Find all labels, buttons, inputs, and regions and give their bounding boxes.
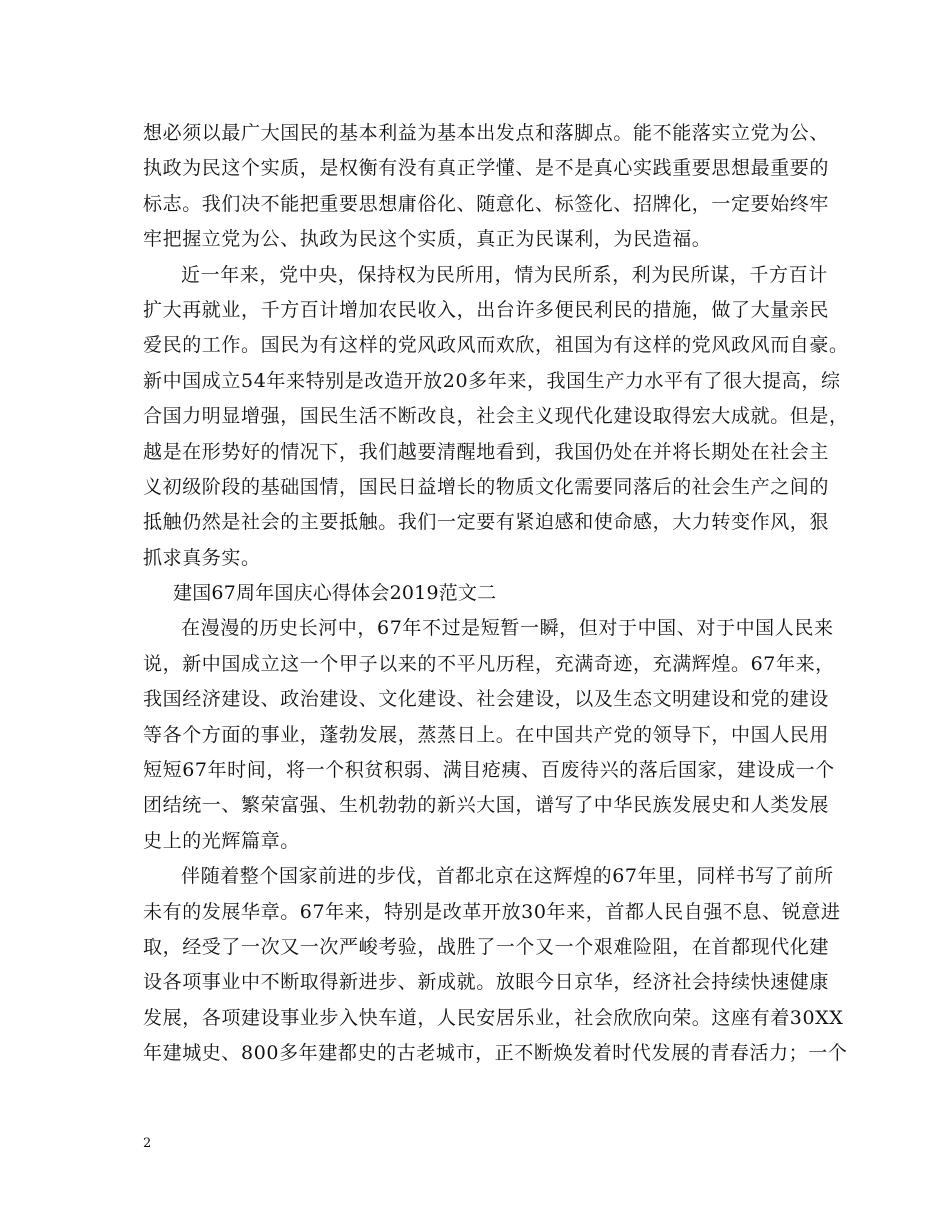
- text-line: 执政为民这个实质，是权衡有没有真正学懂、是不是真心实践重要思想最重要的: [143, 157, 830, 180]
- text-line: 年建城史、800多年建都史的古老城市，正不断焕发着时代发展的青春活力；一个: [143, 1042, 848, 1065]
- text-line: 短短67年时间，将一个积贫积弱、满目疮痍、百废待兴的落后国家，建设成一个: [143, 759, 835, 782]
- paragraph-first-line: 在漫漫的历史长河中，67年不过是短暂一瞬，但对于中国、对于中国人民来: [181, 617, 834, 640]
- text-line: 义初级阶段的基础国情，国民日益增长的物质文化需要同落后的社会生产之间的: [143, 475, 830, 498]
- text-line: 抵触仍然是社会的主要抵触。我们一定要有紧迫感和使命感，大力转变作风，狠: [143, 511, 830, 534]
- text-line: 抓求真务实。: [143, 546, 261, 569]
- text-line: 团结统一、繁荣富强、生机勃勃的新兴大国，谱写了中华民族发展史和人类发展: [143, 794, 830, 817]
- text-line: 合国力明显增强，国民生活不断改良，社会主义现代化建设取得宏大成就。但是，: [143, 405, 849, 428]
- text-line: 发展，各项建设事业步入快车道，人民安居乐业，社会欣欣向荣。这座有着30XX: [143, 1006, 844, 1029]
- text-line: 说，新中国成立这一个甲子以来的不平凡历程，充满奇迹，充满辉煌。67年来，: [143, 652, 835, 675]
- text-line: 标志。我们决不能把重要思想庸俗化、随意化、标签化、招牌化，一定要始终牢: [143, 192, 830, 215]
- page-number: 2: [143, 1136, 152, 1151]
- text-line: 取，经受了一次又一次严峻考验，战胜了一个又一个艰难险阻，在首都现代化建: [143, 935, 830, 958]
- paragraph-first-line: 伴随着整个国家前进的步伐，首都北京在这辉煌的67年里，同样书写了前所: [181, 865, 834, 888]
- text-line: 扩大再就业，千方百计增加农民收入，出台许多便民利民的措施，做了大量亲民: [143, 298, 830, 321]
- text-line: 想必须以最广大国民的基本利益为基本出发点和落脚点。能不能落实立党为公、: [143, 122, 830, 144]
- text-line: 史上的光辉篇章。: [143, 829, 300, 852]
- text-line: 未有的发展华章。67年来，特别是改革开放30年来，首都人民自强不息、锐意进: [143, 900, 841, 923]
- text-line: 设各项事业中不断取得新进步、新成就。放眼今日京华，经济社会持续快速健康: [143, 971, 830, 994]
- text-line: 等各个方面的事业，蓬勃发展，蒸蒸日上。在中国共产党的领导下，中国人民用: [143, 723, 830, 746]
- section-heading: 建国67周年国庆心得体会2019范文二: [173, 582, 497, 605]
- document-body: [143, 116, 849, 1072]
- text-line: 爱民的工作。国民为有这样的党风政风而欢欣，祖国为有这样的党风政风而自豪。: [143, 334, 849, 357]
- text-line: 新中国成立54年来特别是改造开放20多年来，我国生产力水平有了很大提高，综: [143, 369, 841, 392]
- text-line: 我国经济建设、政治建设、文化建设、社会建设，以及生态文明建设和党的建设: [143, 688, 830, 711]
- text-line: 牢把握立党为公、执政为民这个实质，真正为民谋利，为民造福。: [143, 228, 712, 251]
- paragraph-first-line: 近一年来，党中央，保持权为民所用，情为民所系，利为民所谋，千方百计: [181, 263, 828, 286]
- text-line: 越是在形势好的情况下，我们越要清醒地看到，我国仍处在并将长期处在社会主: [143, 440, 830, 463]
